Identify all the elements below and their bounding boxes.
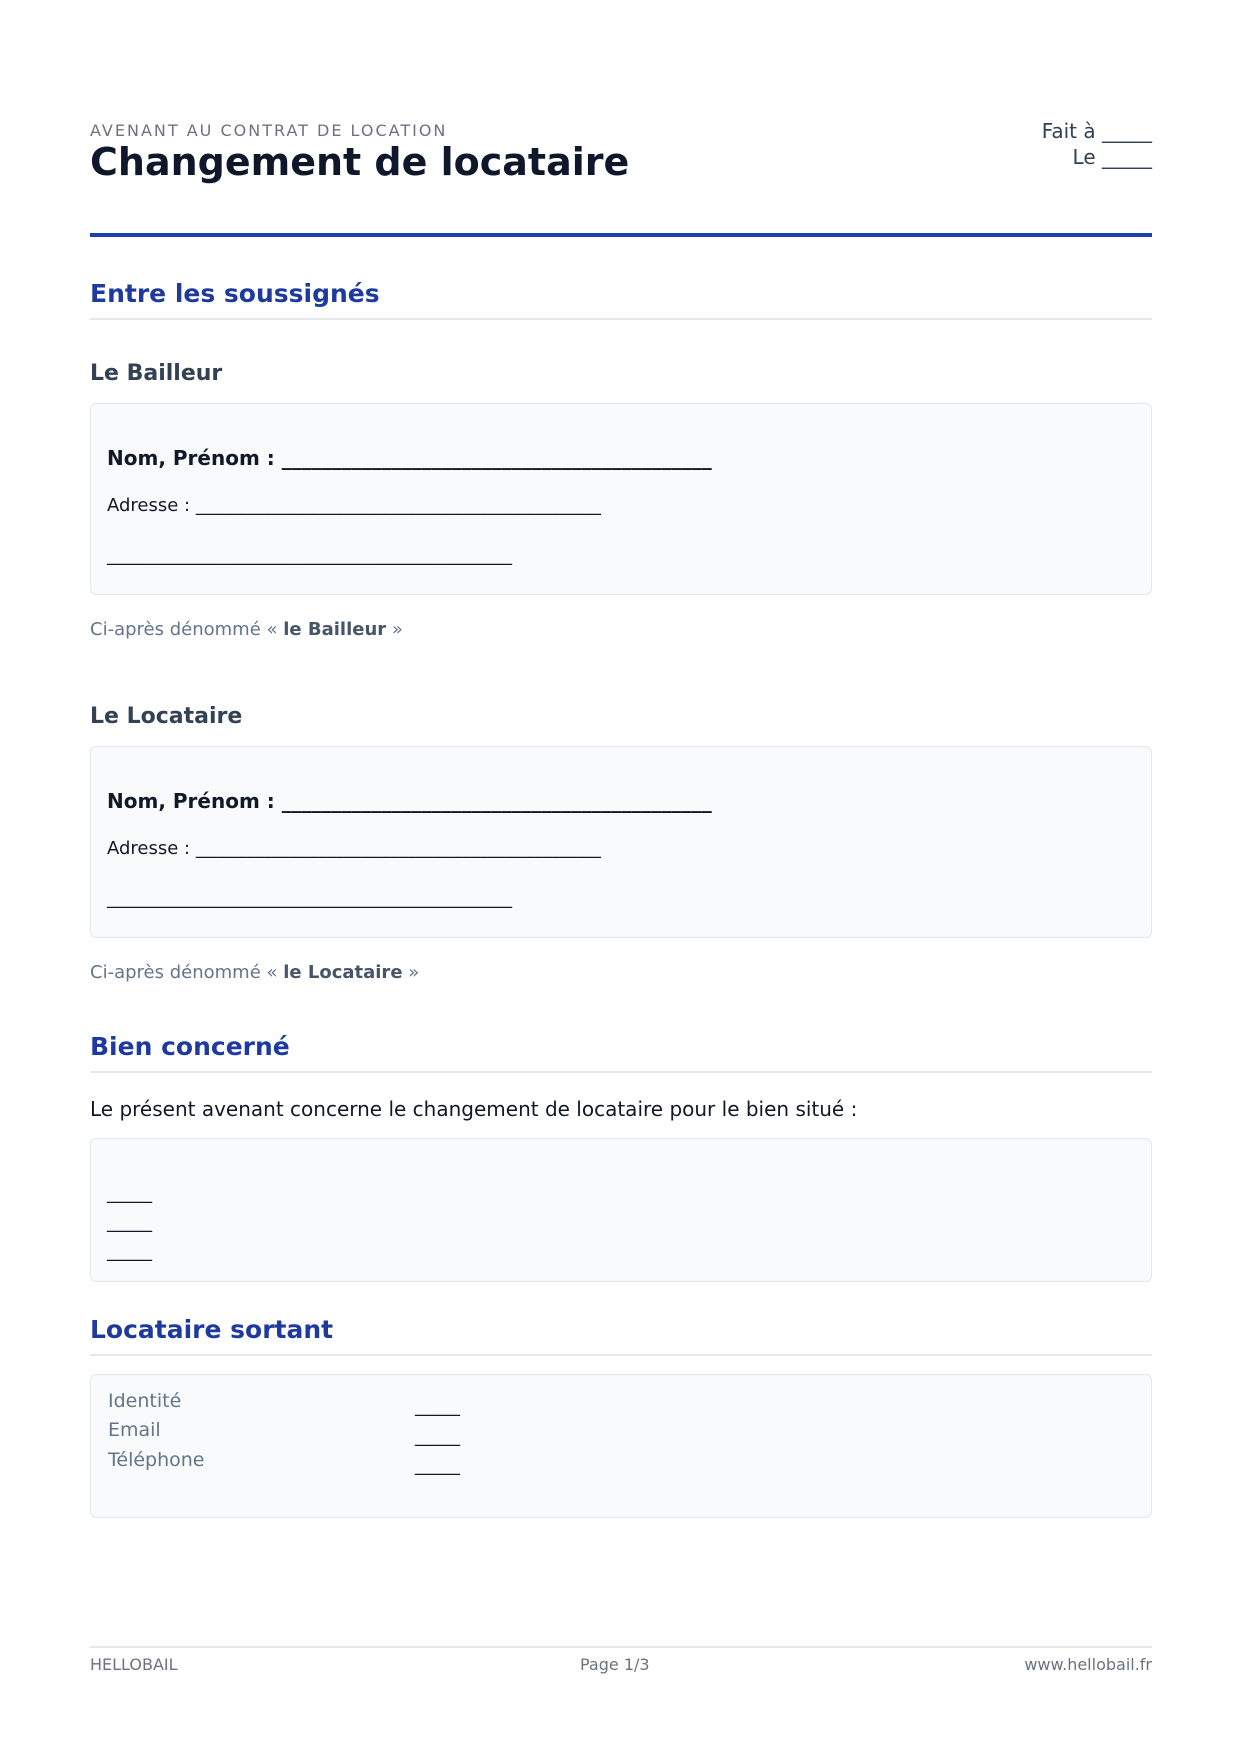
note-prefix: Ci-après dénommé « [90,619,284,640]
section-divider [90,1354,1152,1356]
fait-a-field: Fait à _____ [1041,119,1152,143]
bien-intro-text: Le présent avenant concerne le changement de locataire pour le bien situé : [90,1097,858,1121]
place-date-block [1042,118,1152,170]
footer-website-link[interactable]: www.hellobail.fr [1024,1655,1152,1674]
note-prefix: Ci-après dénommé « [90,962,284,983]
bailleur-box [90,403,1152,595]
identite-label: Identité [108,1390,182,1412]
identite-value[interactable]: _____ [415,1396,460,1417]
section-divider [90,318,1152,320]
bien-address-box [90,1138,1152,1282]
email-value[interactable]: _____ [415,1426,460,1447]
document-eyebrow: AVENANT AU CONTRAT DE LOCATION [90,121,448,140]
bailleur-address-line2[interactable]: _____________________________________________ [107,545,512,566]
bien-address-line-2[interactable]: _____ [107,1212,152,1233]
note-suffix: » [402,962,420,983]
section-divider [90,1071,1152,1073]
locataire-address-field[interactable]: Adresse : _____________________________________________ [107,838,601,859]
telephone-value[interactable]: _____ [415,1455,460,1476]
section-title-sortant: Locataire sortant [90,1315,334,1344]
footer-brand: HELLOBAIL [90,1655,178,1674]
locataire-heading: Le Locataire [90,704,243,729]
date-field: Le _____ [1072,145,1152,169]
section-title-parties: Entre les soussignés [90,279,380,308]
bien-address-line-1[interactable]: _____ [107,1183,152,1204]
bailleur-heading: Le Bailleur [90,361,223,386]
footer-divider [90,1646,1152,1648]
bailleur-address-field[interactable]: Adresse : _____________________________________________ [107,495,601,516]
note-bold: le Bailleur [283,619,387,640]
locataire-designation-note [90,962,419,983]
locataire-box [90,746,1152,938]
page-title: Changement de locataire [90,140,630,184]
locataire-name-field[interactable]: Nom, Prénom : ___________________________________________ [107,789,712,813]
section-title-bien: Bien concerné [90,1032,290,1061]
header-divider [90,233,1152,237]
sortant-info-box [90,1374,1152,1518]
footer-page-number: Page 1/3 [580,1655,650,1674]
email-label: Email [108,1419,161,1441]
note-bold: le Locataire [283,962,403,983]
bailleur-name-field[interactable]: Nom, Prénom : ___________________________________________ [107,446,712,470]
note-suffix: » [386,619,403,640]
bailleur-designation-note [90,619,403,640]
telephone-label: Téléphone [108,1449,205,1471]
locataire-address-line2[interactable]: _____________________________________________ [107,888,512,909]
bien-address-line-3[interactable]: _____ [107,1241,152,1262]
